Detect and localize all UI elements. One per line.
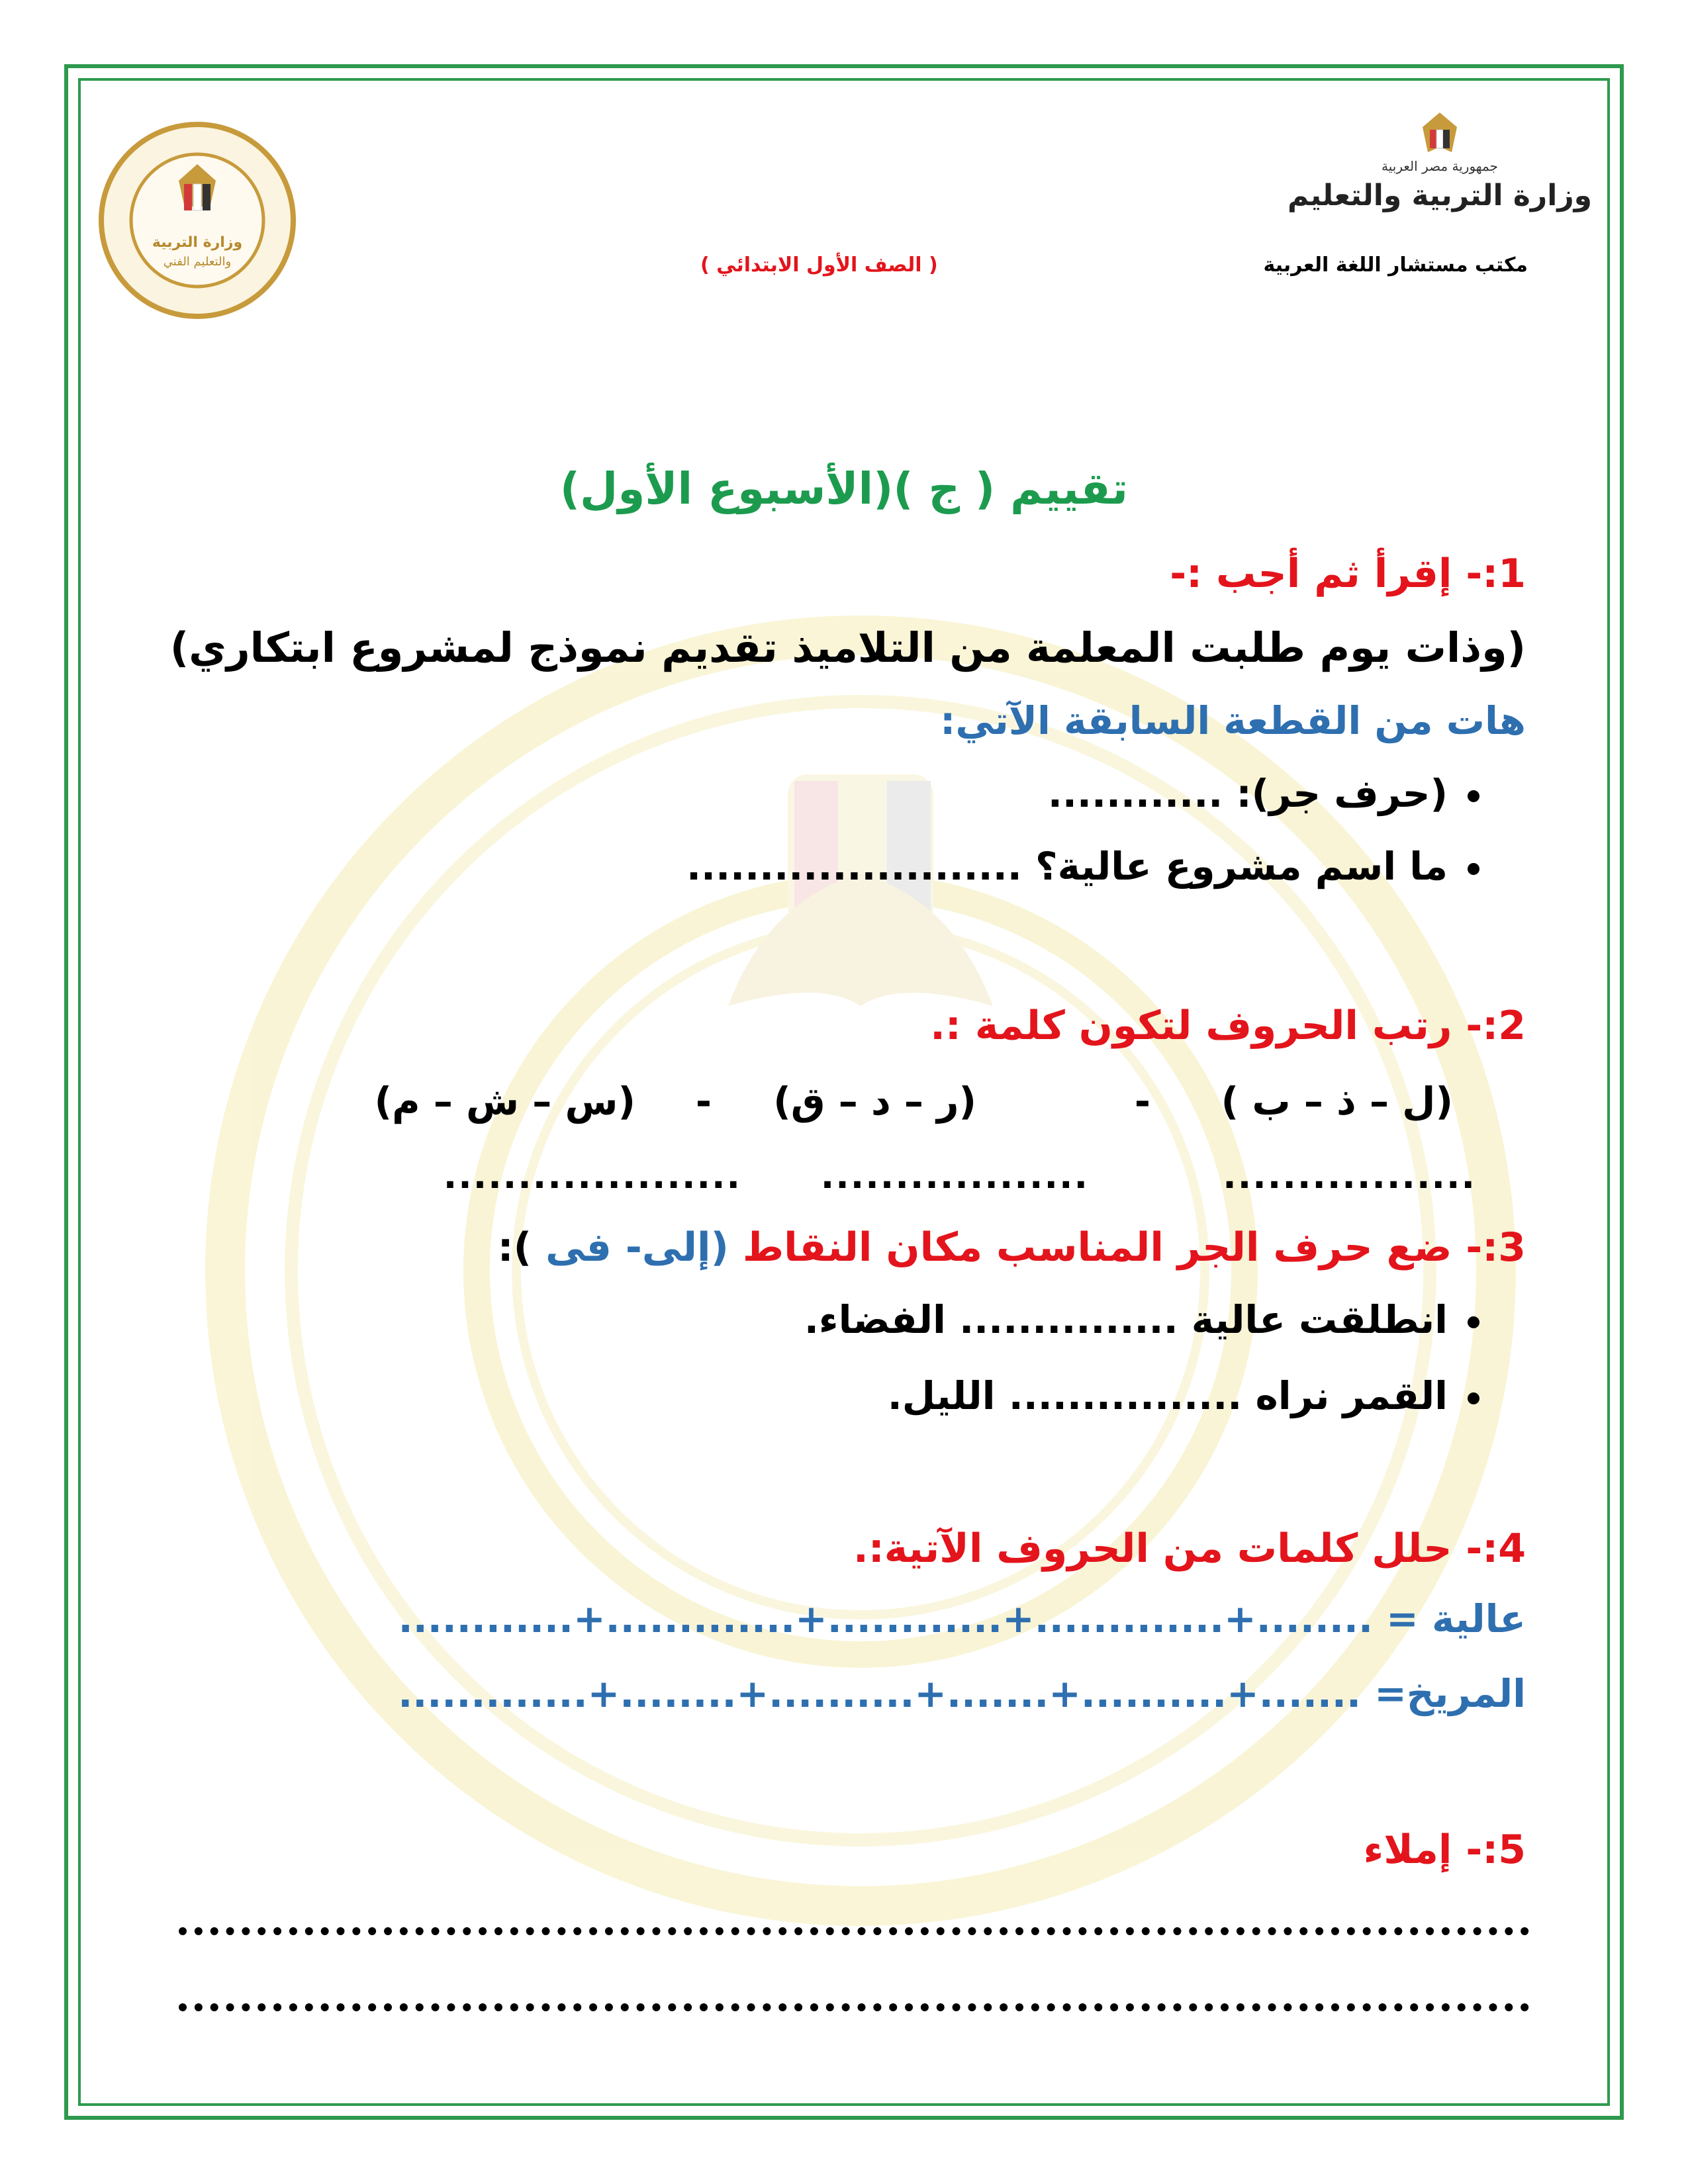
q1-item-text: ما اسم مشروع عالية؟ ....................... xyxy=(686,844,1448,889)
bullet-icon xyxy=(1468,863,1479,875)
q5-heading: 5:- إملاء xyxy=(1363,1827,1526,1873)
q3-options-close: ): xyxy=(497,1224,545,1271)
svg-text:وزارة التربية: وزارة التربية xyxy=(152,234,243,251)
q3-item xyxy=(804,1297,1479,1342)
q3-heading-line xyxy=(498,1224,1526,1271)
bullet-icon xyxy=(1468,1316,1479,1328)
bullet-icon xyxy=(1468,790,1479,802)
q2-separator: - xyxy=(695,1079,712,1124)
q3-options-open: ( xyxy=(710,1224,729,1271)
q1-instruction: هات من القطعة السابقة الآتي: xyxy=(940,698,1526,743)
q2-group: (ر – د – ق) xyxy=(773,1079,976,1124)
q1-item xyxy=(686,844,1479,889)
q4-row: المريخ= .......+..........+.......+..........+........+............. xyxy=(398,1671,1526,1716)
q1-item xyxy=(1048,771,1479,816)
ministry-logo-icon xyxy=(1288,106,1592,225)
q2-group: (س – ش – م) xyxy=(374,1079,635,1124)
q4-heading: 4:- حلل كلمات من الحروف الآتية:. xyxy=(853,1525,1526,1572)
page-title: تقييم ( ج )(الأسبوع الأول) xyxy=(559,463,1129,514)
bullet-icon xyxy=(1468,1392,1479,1404)
q2-answer-blank[interactable]: ................. xyxy=(1223,1155,1476,1197)
q1-passage: (وذات يوم طلبت المعلمة من التلاميذ تقديم نموذج لمشروع ابتكاري) xyxy=(169,623,1526,672)
grade-label: ( الصف الأول الابتدائي ) xyxy=(700,253,938,277)
q2-answer-blank[interactable]: .................... xyxy=(443,1155,741,1197)
q4-row: عالية = ........+.............+............+.............+............ xyxy=(398,1596,1526,1641)
q2-group: (ل – ذ – ب ) xyxy=(1221,1079,1453,1124)
ministry-seal-icon xyxy=(98,121,297,320)
dictation-line[interactable] xyxy=(179,1927,1529,1935)
q3-heading: 3:- ضع حرف الجر المناسب مكان النقاط xyxy=(742,1224,1526,1271)
q3-item xyxy=(888,1373,1479,1418)
q3-options: إلى- فى xyxy=(545,1224,711,1271)
q3-item-text: القمر نراه ................ الليل. xyxy=(887,1373,1448,1418)
q2-answer-blank[interactable]: .................. xyxy=(820,1155,1089,1197)
svg-text:جمهورية مصر العربية: جمهورية مصر العربية xyxy=(1382,158,1498,174)
q1-heading: 1:- إقرأ ثم أجب :- xyxy=(1170,551,1526,597)
svg-text:والتعليم الفني: والتعليم الفني xyxy=(163,255,232,269)
q2-separator: - xyxy=(1134,1079,1150,1124)
q3-item-text: انطلقت عالية ............... الفضاء. xyxy=(804,1297,1448,1342)
office-label: مكتب مستشار اللغة العربية xyxy=(1263,253,1528,277)
q2-heading: 2:- رتب الحروف لتكون كلمة :. xyxy=(930,1003,1526,1049)
dictation-line[interactable] xyxy=(179,2003,1529,2011)
q1-item-text: (حرف جر): ............ xyxy=(1047,771,1448,816)
svg-text:وزارة التربية والتعليم: وزارة التربية والتعليم xyxy=(1288,179,1592,212)
